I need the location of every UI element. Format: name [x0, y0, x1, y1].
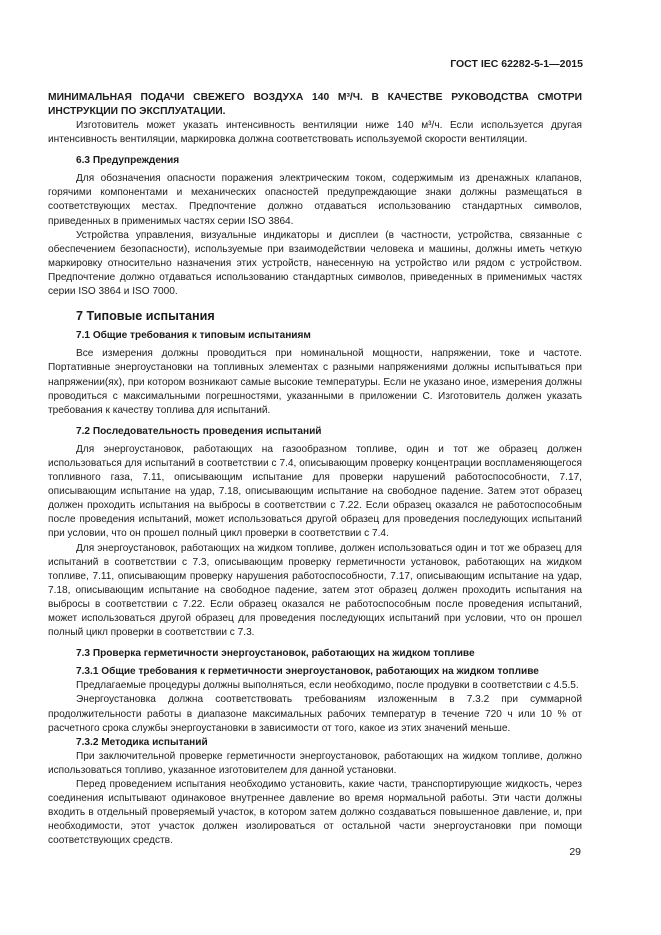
section-heading-7-3: 7.3 Проверка герметичности энергоустановок, работающих на жидком топливе — [76, 648, 475, 660]
section-heading-7-3-2: 7.3.2 Методика испытаний — [76, 736, 208, 748]
paragraph: Предлагаемые процедуры должны выполняться, если необходимо, после продувки в соответствии с 4.5.5. — [76, 680, 579, 692]
paragraph: Все измерения должны проводиться при номинальной мощности, напряжении, токе и частоте. Портативные энергоустановки на топливных элементах с разными напряжениями должны испытываться при напряжении(ях), при котором возникают самые высокие температуры. Если не указано иное, измерения должны проводиться с максимальными погрешностями, указанными в приложении С. Изготовитель должен указать требования к качеству топлива для испытаний. — [48, 348, 582, 416]
paragraph: Для энергоустановок, работающих на газообразном топливе, один и тот же образец должен использоваться для испытаний в соответствии с 7.4, описывающим проверку концентрации воспламеняющегося топливного газа, 7.11, описывающим испытание для проверки нарушений работоспособности, 7.17, описывающим испытание на удар, 7.18, описывающим испытание на свободное падение. Затем этот образец должен проходить испытания на выбросы в соответствии с 7.22. Если образец оказался не работоспособным после проведения испытаний, может использоваться другой образец для проведения последующих испытаний при условии, что он прошел полный цикл проверки в соответствии с 7.4. — [48, 443, 582, 540]
caps-paragraph: МИНИМАЛЬНАЯ ПОДАЧИ СВЕЖЕГО ВОЗДУХА 140 М³/Ч. В КАЧЕСТВЕ РУКОВОДСТВА СМОТРИ ИНСТРУКЦИИ ПО ЭКСПЛУАТАЦИИ. — [48, 92, 582, 117]
paragraph: Энергоустановка должна соответствовать требованиям изложенным в 7.3.2 при суммарной продолжительности работы в диапазоне максимальных рабочих температур в течение 720 ч или 10 % от расчетного срока службы энергоустановки в зависимости от того, какое из этих значений меньше. — [48, 694, 582, 734]
paragraph: Для обозначения опасности поражения электрическим током, содержимым из дренажных клапанов, горячими компонентами и механических опасностей предупреждающие знаки должны размещаться в соответствующих местах. Предпочтение должно отдаваться использованию стандартных символов, приведенных в применимых частях серии ISO 3864. — [48, 173, 582, 227]
page-body — [48, 91, 582, 849]
section-heading-7-2: 7.2 Последовательность проведения испытаний — [76, 425, 322, 437]
section-heading-7-3-1: 7.3.1 Общие требования к герметичности энергоустановок, работающих на жидком топливе — [76, 666, 539, 678]
paragraph: При заключительной проверке герметичности энергоустановок, работающих на жидком топливе, должно использоваться топливо, указанное изготовителем для данной установки. — [48, 750, 582, 776]
document-code: ГОСТ IEC 62282-5-1—2015 — [450, 58, 583, 70]
section-heading-7: 7 Типовые испытания — [76, 309, 215, 324]
paragraph: Изготовитель может указать интенсивность вентиляции ниже 140 м³/ч. Если используется другая интенсивность вентиляции, маркировка должна соответствовать используемой скорости вентиляции. — [48, 120, 582, 146]
paragraph: Устройства управления, визуальные индикаторы и дисплеи (в частности, устройства, связанные с обеспечением безопасности), используемые при взаимодействии человека и машины, должны иметь четкую маркировку относительно назначения этих устройств, нанесенную на устройство или рядом с устройством. Предпочтение должно отдаваться использованию стандартных символов, приведенных в применимых частях серии ISO 3864 и ISO 7000. — [48, 229, 582, 298]
paragraph: Для энергоустановок, работающих на жидком топливе, должен использоваться один и тот же образец для испытаний в соответствии с 7.3, описывающим проверку герметичности установок, работающих на жидком топливе, 7.11, описывающим проверку нарушения работоспособности, 7.17, описывающим испытание на удар, 7.18, описывающим испытание на свободное падение, затем этот образец должен проходить испытания на выбросы в соответствии с 7.22. Если образец оказался не работоспособным после проведения испытаний, может использоваться другой образец для проведения последующих испытаний при условии, что он прошел полный цикл проверки в соответствии с 7.3. — [48, 542, 582, 639]
page-number: 29 — [569, 846, 581, 858]
section-heading-6-3: 6.3 Предупреждения — [76, 155, 180, 167]
section-heading-7-1: 7.1 Общие требования к типовым испытаниям — [76, 330, 311, 342]
paragraph: Перед проведением испытания необходимо установить, какие части, транспортирующие жидкость, через соединения испытывают одинаковое внутреннее давление во время нормальной работы. Эти части должны входить в отдельный проверяемый участок, в котором затем должно создаваться повышенное давление, и, при необходимости, этот участок должен изолироваться от остальной части энергоустановки при помощи соответствующих средств. — [48, 779, 582, 847]
